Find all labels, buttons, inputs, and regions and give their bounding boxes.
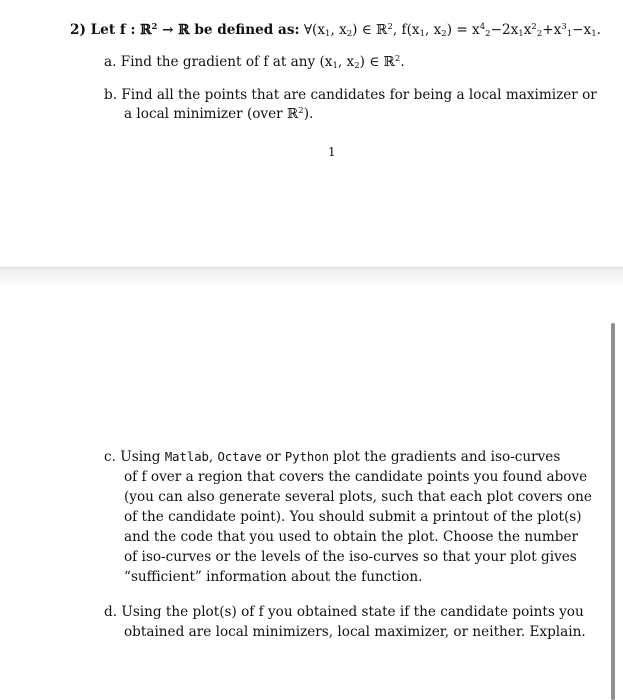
item-d-line-2: obtained are local minimizers, local maximizer, or neither. Explain.	[124, 624, 586, 640]
document-page-1	[0, 0, 623, 267]
question-number: 2)	[70, 22, 86, 38]
item-b-label: b.	[104, 87, 118, 103]
octave-term: Octave	[217, 450, 262, 464]
item-a-label: a.	[104, 54, 117, 70]
page-number: 1	[328, 145, 336, 159]
item-b-line-2: a local minimizer (over ℝ$^2$).	[124, 106, 314, 122]
item-d-label: d.	[104, 604, 118, 620]
item-c-line-7: “sufficient” information about the function.	[124, 569, 423, 585]
question-header: 2) Let f : ℝ$^2$ → ℝ be defined as: $\forall(x_1$, $x_2$) ∈ ℝ$^2$, $f(x_1$, $x_2) = x^4_2-2x_1x^2_2+x^3_1-x_1$.	[70, 22, 601, 39]
vertical-scrollbar[interactable]	[611, 323, 615, 700]
item-c-line-4: of the candidate point). You should submit a printout of the plot(s)	[124, 509, 582, 525]
item-b: b. Find all the points that are candidates for being a local maximizer or	[104, 87, 597, 103]
item-c-line-3: (you can also generate several plots, such that each plot covers one	[124, 489, 592, 505]
item-d-line-1: d. Using the plot(s) of f you obtained state if the candidate points you	[104, 604, 584, 620]
item-c-line-6: of iso-curves or the levels of the iso-curves so that your plot gives	[124, 549, 577, 565]
item-a: a. Find the gradient of f at any ($x_1$, $x_2$) ∈ ℝ$^2$.	[104, 54, 405, 71]
matlab-term: Matlab	[164, 450, 209, 464]
item-c-line-5: and the code that you used to obtain the plot. Choose the number	[124, 529, 579, 545]
item-c-line-2: of f over a region that covers the candidate points you found above	[124, 469, 588, 485]
item-c-line-1: c. Using Matlab, Octave or Python plot the gradients and iso-curves	[104, 449, 561, 465]
function-definition: $\forall(x_1$, $x_2$) ∈ ℝ$^2$, $f(x_1$, $x_2) = x^4_2-2x_1x^2_2+x^3_1-x_1$.	[303, 22, 601, 39]
page-separator	[0, 267, 623, 288]
python-term: Python	[284, 450, 329, 464]
item-c-label: c.	[104, 449, 116, 465]
